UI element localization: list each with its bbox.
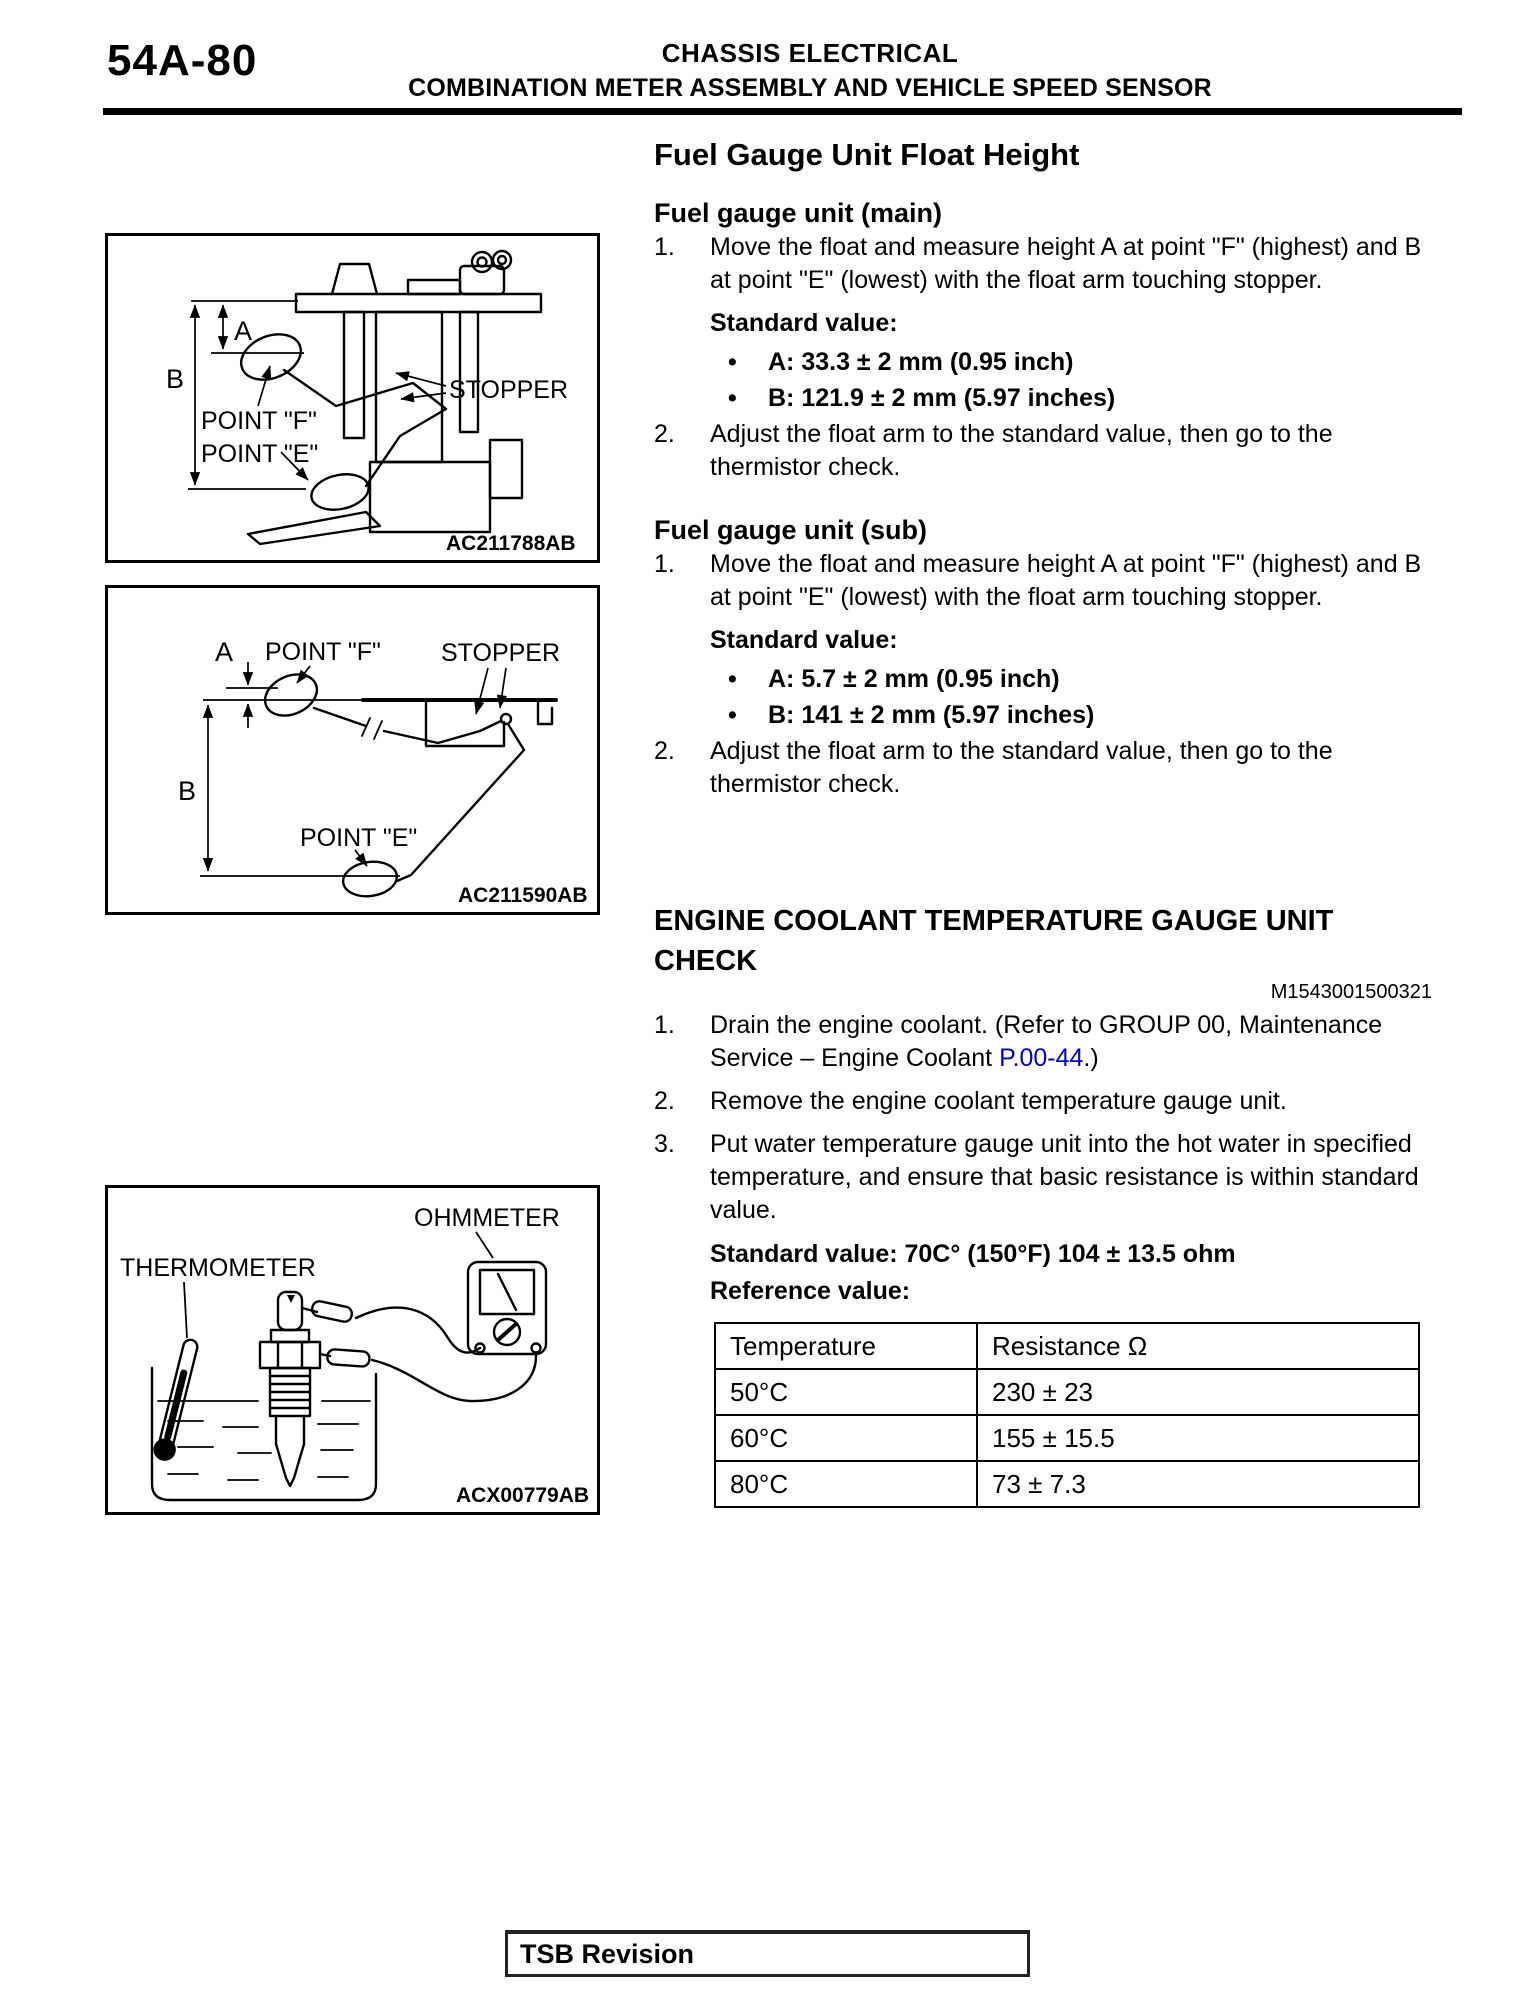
bottom-fin [248,512,380,544]
step-item [654,548,1434,614]
standard-value-b: B: 141 ± 2 mm (5.97 inches) [768,701,1095,729]
table-row [715,1369,1419,1415]
leader-stopper-2 [401,393,446,399]
resistance-cell: 73 ± 7.3 [977,1461,1419,1507]
list-item [728,344,1434,380]
step-text: Put water temperature gauge unit into the hot water in specified temperature, and ensure that basic resistance is within standard value. [710,1130,1419,1224]
figure-code: AC211788AB [446,532,576,555]
step-text: Adjust the float arm to the standard value, then go to the thermistor check. [710,420,1333,481]
step-item [654,418,1434,484]
label-thermometer: THERMOMETER [120,1254,316,1282]
bullet-dot: • [728,665,737,693]
subsection-fuel-sub: Fuel gauge unit (sub) [654,515,927,545]
standard-value-b: B: 121.9 ± 2 mm (5.97 inches) [768,384,1116,412]
label-ohmmeter: OHMMETER [414,1204,560,1232]
step-item [654,231,1434,297]
reference-table [714,1322,1420,1508]
bullet-dot: • [728,384,737,412]
header-section-title: COMBINATION METER ASSEMBLY AND VEHICLE SPEED SENSOR [408,74,1212,102]
column-header-resistance: Resistance Ω [977,1323,1419,1369]
leader-point-f [258,366,270,406]
page-reference-link[interactable]: P.00-44 [999,1044,1084,1072]
stopper-pin [501,714,511,724]
label-point-f: POINT "F" [265,638,381,666]
tsb-revision-label: TSB Revision [520,1938,695,1969]
label-point-e: POINT "E" [201,440,319,468]
label-stopper: STOPPER [441,639,561,667]
section-title-fuel-gauge: Fuel Gauge Unit Float Height [654,137,1080,172]
temperature-cell: 60°C [715,1415,977,1461]
label-point-e: POINT "E" [300,824,418,852]
step-number: 1. [654,233,675,261]
column-header-temperature: Temperature [715,1323,977,1369]
float-arm-upper [384,721,501,743]
temperature-sensor [260,1292,320,1486]
page-header [180,38,1440,103]
resistance-cell: 155 ± 15.5 [977,1415,1419,1461]
sender-drawing [259,667,556,900]
table-row [715,1461,1419,1507]
temperature-cell: 80°C [715,1461,977,1507]
step-number: 1. [654,550,675,578]
figure-code: AC211590AB [458,884,588,907]
thermometer-drawing [153,1338,202,1462]
reference-value-label: Reference value: [710,1277,911,1305]
coolant-standard-value: Standard value: 70C° (150°F) 104 ± 13.5 ohm [710,1240,1236,1268]
label-stopper: STOPPER [449,376,569,404]
float-arm-lower [397,724,524,881]
standard-value-a: A: 5.7 ± 2 mm (0.95 inch) [768,665,1060,693]
step-text: Move the float and measure height A at point "F" (highest) and B at point "E" (lowest) with the float arm touching stopper. [710,550,1422,611]
step-text: Remove the engine coolant temperature gauge unit. [710,1087,1287,1115]
list-item [728,697,1434,733]
header-chapter-title: CHASSIS ELECTRICAL [661,38,959,68]
step-number: 2. [654,737,675,765]
resistance-cell: 230 ± 23 [977,1369,1419,1415]
tub [152,1368,376,1500]
label-b: B [178,776,197,806]
list-item [728,661,1434,697]
document-code: M1543001500321 [1270,981,1432,1003]
standard-value-a: A: 33.3 ± 2 mm (0.95 inch) [768,348,1074,376]
float-point-f [259,667,324,724]
label-point-f: POINT "F" [201,407,317,435]
water-ripples [168,1421,358,1480]
step-item [654,735,1434,801]
label-a: A [215,637,234,667]
figure-coolant-gauge-check [105,1185,600,1515]
float-point-e [308,469,372,514]
standard-value-label: Standard value: [710,626,898,654]
standard-value-label: Standard value: [710,309,898,337]
step-text [710,1009,1434,1075]
page-number: 54A-80 [107,36,258,85]
figure-fuel-gauge-main [105,233,600,563]
ohmmeter-drawing [468,1262,546,1354]
fuel-gauge-main-drawing [108,236,597,560]
table-row [715,1415,1419,1461]
label-b: B [166,364,185,394]
water-bath-drawing [152,1262,546,1500]
figure-fuel-gauge-sub [105,585,600,915]
leader-stopper-1 [396,373,446,386]
step-text: Adjust the float arm to the standard value, then go to the thermistor check. [710,737,1333,798]
temperature-cell: 50°C [715,1369,977,1415]
step-number: 2. [654,420,675,448]
table-header-row [715,1323,1419,1369]
figure-code: ACX00779AB [456,1484,590,1507]
bullet-dot: • [728,348,737,376]
header-rule [103,108,1462,115]
step-number: 3. [654,1130,675,1158]
section-title-coolant-check: ENGINE COOLANT TEMPERATURE GAUGE UNIT CHECK [654,905,1334,977]
step-item [654,1009,1434,1075]
step-text-pre: Drain the engine coolant. (Refer to GROUP 00, Maintenance Service – Engine Coolant [710,1011,1383,1072]
label-a: A [234,316,253,346]
step-number: 2. [654,1087,675,1115]
step-text-post: .) [1083,1044,1099,1072]
step-item [654,1128,1434,1227]
tsb-revision-box [505,1930,1030,1977]
bullet-dot: • [728,701,737,729]
step-item [654,1085,1434,1118]
step-text: Move the float and measure height A at point "F" (highest) and B at point "E" (lowest) with the float arm touching stopper. [710,233,1422,294]
leader-stopper-1 [476,668,488,714]
fuel-gauge-sub-drawing [108,588,597,912]
coolant-check-drawing [108,1188,597,1512]
content-column [654,135,1434,1508]
step-number: 1. [654,1011,675,1039]
subsection-fuel-main: Fuel gauge unit (main) [654,198,942,228]
label-leaders [184,1232,493,1338]
list-item [728,380,1434,416]
float-point-e [341,858,399,899]
